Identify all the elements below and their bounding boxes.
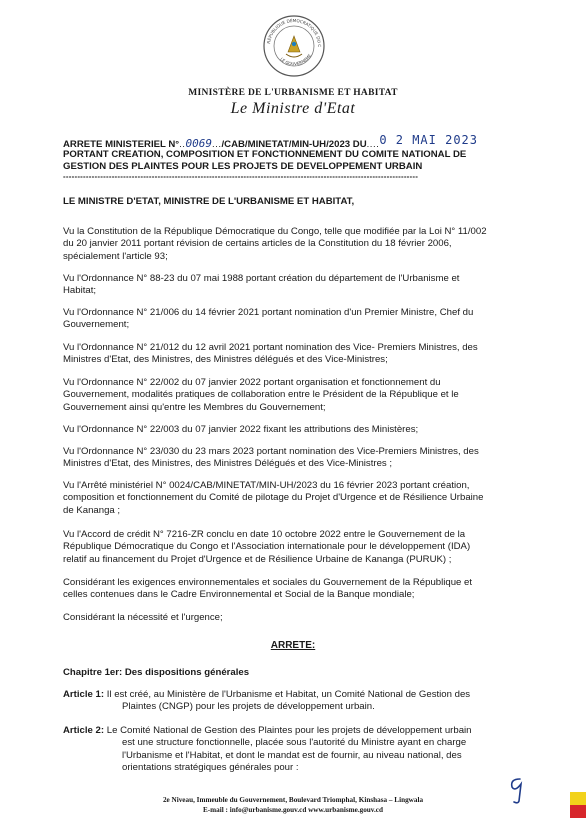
line: l'Urbanisme et l'Habitat, et dont le mandat est de fournir, au niveau national, des (122, 749, 462, 761)
line: Vu l'Ordonnance N° 88-23 du 07 mai 1988 portant création du département de l'Urbanisme et (63, 273, 460, 284)
date-stamp: 0 2 MAI 2023 (379, 133, 479, 147)
seal-text-top: RÉPUBLIQUE DÉMOCRATIQUE DU C (266, 17, 323, 48)
arrete-title-line-2: GESTION DES PLAINTES POUR LES PROJETS DE DEVELOPPEMENT URBAIN (63, 161, 423, 172)
line: République Démocratique du Congo et l'Association internationale pour le développement (IDA) (63, 541, 471, 553)
line: composition et fonctionnement du Comité de pilotage du Projet d'Urgence et de Résilience Urbaine (63, 492, 484, 504)
chapter-heading: Chapitre 1er: Des dispositions générales (63, 667, 250, 678)
line: Vu l'Ordonnance N° 21/006 du 14 février 2021 portant nomination d'un Premier Ministre, Chef du (63, 307, 474, 318)
line: Considérant les exigences environnementales et sociales du Gouvernement de la République et (63, 577, 473, 588)
minister-title: Le Ministre d'Etat (230, 100, 356, 117)
line: relatif au financement du Projet d'Urgence et de Résilience Urbaine de Kananga (PURUK) ; (63, 553, 452, 565)
article-label: Article 2: (63, 725, 105, 736)
arrete-prefix: ARRETE MINISTERIEL N° (63, 139, 180, 150)
line: spécialement l'article 93; (63, 250, 168, 262)
line: Vu l'Ordonnance N° 22/003 du 07 janvier 2022 fixant les attributions des Ministères; (63, 424, 419, 435)
consideration-3 (63, 307, 535, 332)
line: est une structure fonctionnelle, placée sous l'autorité du Ministre ayant en charge (122, 737, 467, 749)
government-seal-icon (262, 14, 326, 78)
line: Vu l'Ordonnance N° 22/002 du 07 janvier 2022 portant organisation et fonctionnement du (63, 377, 441, 388)
line: Habitat; (63, 285, 97, 297)
line: du 20 janvier 2011 portant révision de certains articles de la Constitution du 18 février 2006, (63, 238, 452, 250)
arrete-heading: ARRETE: (270, 640, 316, 651)
line: Vu l'Ordonnance N° 21/012 du 12 avril 2021 portant nomination des Vice- Premiers Ministres, des (63, 342, 478, 353)
line: Vu la Constitution de la République Démocratique du Congo, telle que modifiée par la Loi N° 11/002 (63, 226, 487, 237)
consideration-9 (63, 529, 535, 566)
line: Vu l'Arrêté ministériel N° 0024/CAB/MINETAT/MIN-UH/2023 du 16 février 2023 portant création, (63, 480, 470, 491)
consideration-7 (63, 446, 535, 471)
separator-dashes: ---------------------------------------------------------------------------------------------------------------------------- (63, 172, 419, 181)
consideration-8 (63, 480, 535, 517)
consideration-10 (63, 577, 535, 602)
arrete-title-line-1: PORTANT CREATION, COMPOSITION ET FONCTIONNEMENT DU COMITE NATIONAL DE (63, 149, 467, 160)
line: Vu l'Ordonnance N° 23/030 du 23 mars 2023 portant nomination des Vice-Premiers Ministres, des (63, 446, 479, 457)
consideration-11 (63, 612, 535, 624)
line: Plaintes (CNGP) pour les projets de développement urbain. (122, 701, 375, 713)
consideration-6 (63, 424, 535, 436)
line: Gouvernement; (63, 319, 130, 331)
line: de Kananga ; (63, 504, 121, 516)
ministry-name: MINISTÈRE DE L'URBANISME ET HABITAT (188, 88, 398, 98)
handwritten-number: 0069 (185, 137, 212, 150)
line: Gouvernement, modalités pratiques de collaboration entre le Président de la République et le (63, 389, 459, 401)
minister-heading: LE MINISTRE D'ETAT, MINISTRE DE L'URBANISME ET HABITAT, (63, 196, 355, 207)
line: celles contenues dans le Cadre Environnemental et Social de la Banque mondiale; (63, 589, 415, 601)
line: Il est créé, au Ministère de l'Urbanisme et Habitat, un Comité National de Gestion des (106, 689, 471, 700)
consideration-5 (63, 377, 535, 414)
line: Considérant la nécessité et l'urgence; (63, 612, 223, 623)
footer-contact: E-mail : info@urbanisme.gouv.cd www.urbanisme.gouv.cd (202, 806, 383, 814)
footer-address: 2e Niveau, Immeuble du Gouvernement, Boulevard Triomphal, Kinshasa – Lingwala (162, 796, 424, 804)
article-1 (63, 689, 535, 714)
line: Ministres d'Etat, des Ministres, des Ministres Délégués et des Vice-Ministres ; (63, 458, 393, 470)
line: Vu l'Accord de crédit N° 7216-ZR conclu en date 10 octobre 2022 entre le Gouvernement de la (63, 529, 466, 540)
arrete-reference: ARRETE MINISTERIEL N°..0069.../CAB/MINETAT/MIN-UH/2023 DU....0 2 MAI 2023 (63, 133, 479, 150)
consideration-2 (63, 273, 535, 298)
flag-stripe (570, 792, 586, 818)
consideration-4 (63, 342, 535, 367)
seal-text-bottom: LE GOUVERNEME (279, 53, 313, 67)
article-label: Article 1: (63, 689, 105, 700)
line: Gouvernement ainsi qu'entre les Membres du Gouvernement; (63, 401, 326, 413)
line: orientations stratégiques générales pour : (122, 761, 299, 773)
consideration-1 (63, 226, 535, 263)
line: Ministres d'Etat, des Ministres, des Ministres délégués et des Vice-Ministres; (63, 354, 388, 366)
article-2 (63, 725, 535, 774)
arrete-middle: /CAB/MINETAT/MIN-UH/2023 DU (221, 139, 367, 150)
line: Le Comité National de Gestion des Plaintes pour les projets de développement urbain (106, 725, 472, 736)
